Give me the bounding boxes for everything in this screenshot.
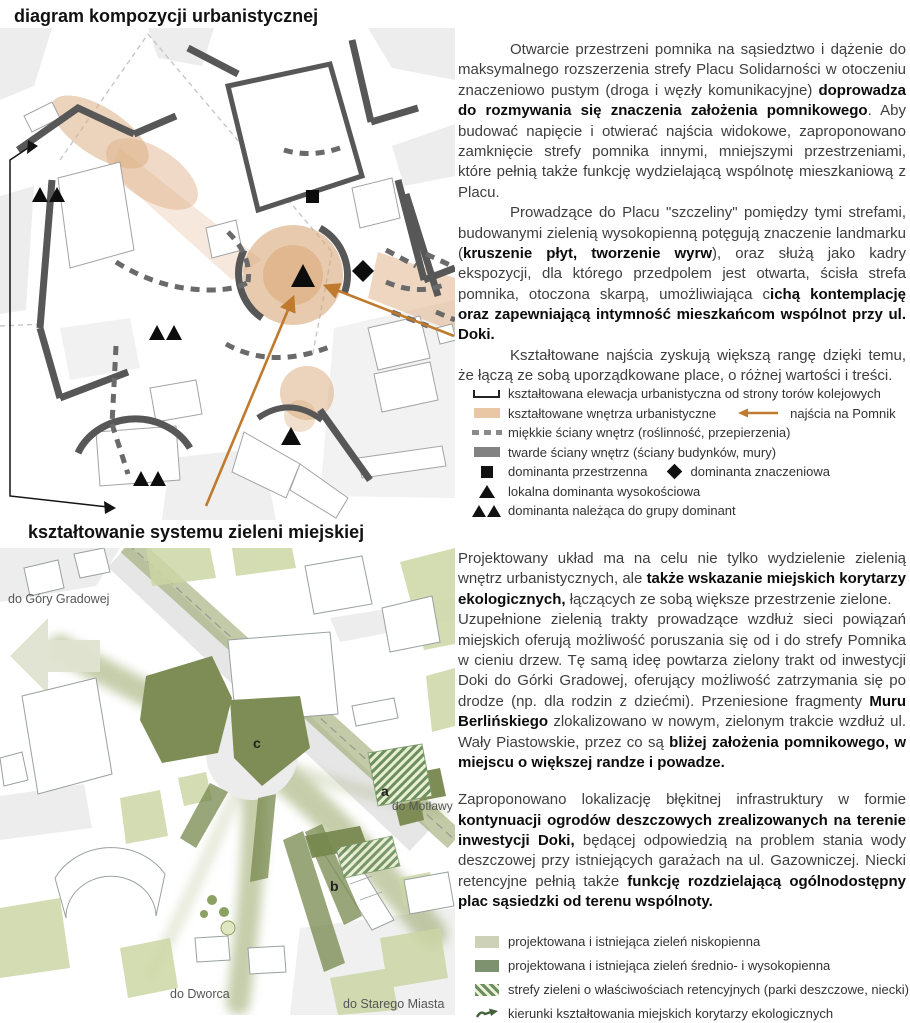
- legend-row: [466, 982, 910, 997]
- meaning-dominant-diamond: [352, 260, 374, 282]
- legend-label: lokalna dominanta wysokościowa: [508, 483, 701, 499]
- paragraph: Projektowany układ ma na celu nie tylko wydzielenie zielenią wnętrz urbanistycznych, ale także wskazanie miejskich korytarzy ekologicznych, łączących ze sobą większe przestrzenie zielone.: [458, 550, 907, 608]
- retention-hatch-chip: [466, 984, 508, 996]
- urban-composition-map-svg: [0, 28, 455, 520]
- legend-label: strefy zieleni o właściwościach retencyjnych (parki deszczowe, niecki): [508, 982, 909, 997]
- top-section-heading: diagram kompozycji urbanistycznej: [14, 6, 319, 26]
- zone-letter-a: a: [381, 783, 389, 799]
- hard-walls-chip: [466, 447, 508, 457]
- legend-row: [466, 503, 910, 519]
- high-greenery-chip: [466, 960, 508, 972]
- label-gora-gradowa: do Góry Gradowej: [8, 592, 110, 606]
- spatial-dominant-icon: [466, 466, 508, 478]
- paragraph: Prowadzące do Placu "szczeliny" pomiędzy tymi strefami, budowanymi zielenią wysokopienną potęgują znaczenie landmarku (kruszenie płyt, tworzenie wyrw), oraz służą jako kadry ekspozycji, dla którego przedpolem jest otwarta, ścisła strefa pomnika, otoczona skarpą, umożliwiająca cichą kontemplację oraz zapewniającą intymność mieszkańcom wspólnot przy ul. Doki.: [458, 204, 906, 344]
- monument-entry-arrow-icon: [738, 408, 780, 418]
- central-block: [228, 64, 362, 210]
- legend-label: projektowana i istniejąca zieleń średnio- i wysokopienna: [508, 958, 831, 973]
- zone-letter-b: b: [330, 878, 339, 894]
- legend-label: dominanta przestrzenna: [508, 464, 648, 480]
- legend-label: miękkie ściany wnętrz (roślinność, przepierzenia): [508, 425, 791, 441]
- green-system-map: [0, 548, 455, 1015]
- paragraph: Uzupełnione zielenią trakty prowadzące wzdłuż sieci powiązań miejskich oferują możliwość poruszania się od i do strefy Pomnika w cieniu drzew. Tę samą ideę powtarza zielony trakt od inwestycji Doki do Górki Gradowej, oferujący możliwość zatrzymania się po drodze (np. dla rodzin z dziećmi). Przeniesione fragmenty Muru Berlińskiego zlokalizowano w nowym, zielonym trakcie wzdłuż ul. Wały Piastowskie, przez co są bliżej założenia pomnikowego, w miejscu o większej randze i powadze.: [458, 611, 907, 771]
- legend-row: [466, 406, 910, 422]
- label-dworzec: do Dworca: [170, 987, 230, 1001]
- legend-row: [466, 445, 910, 461]
- paragraph: Kształtowane najścia zyskują większą rangę dzięki temu, że łączą ze sobą uporządkowane place, o różnej wartości i treści.: [458, 346, 906, 385]
- legend-row: [466, 958, 910, 973]
- green-system-map-svg: [0, 548, 455, 1015]
- bottom-text-column: [458, 549, 906, 913]
- label-stare-miasto: do Starego Miasta: [343, 997, 445, 1011]
- shaped-interiors-chip: [466, 408, 508, 418]
- paragraph: Zaproponowano lokalizację błękitnej infrastruktury w formie kontynuacji ogrodów deszczowych zrealizowanych na terenie inwestycji Doki, będącej odpowiedzią na problem stania wody deszczowej przy istniejących garażach na ul. Gazowniczej. Niecki retencyjne pełnią także funkcję rozdzielającą ogólnodostępny plac sąsiedzki od terenu wspólnoty.: [458, 791, 906, 911]
- legend-row: [466, 934, 910, 949]
- soft-walls-dash-icon: [466, 430, 508, 435]
- meaning-dominant-icon: [669, 466, 680, 477]
- zone-letter-c: c: [253, 735, 261, 751]
- trees: [200, 895, 235, 935]
- corridor-direction-arrow-icon: [466, 1007, 508, 1020]
- urban-composition-map: [0, 28, 455, 520]
- legend-label: dominanta należąca do grupy dominant: [508, 503, 736, 519]
- legend-label: dominanta znaczeniowa: [690, 464, 830, 480]
- legend-label: najścia na Pomnik: [790, 405, 896, 421]
- legend-row: [466, 425, 910, 441]
- legend-row: [466, 1006, 910, 1021]
- spatial-dominant-square: [306, 190, 319, 203]
- legend-label: twarde ściany wnętrz (ściany budynków, mury): [508, 444, 777, 460]
- low-greenery-chip: [466, 936, 508, 948]
- legend-label: kształtowane wnętrza urbanistyczne: [508, 405, 717, 421]
- legend-label: projektowana i istniejąca zieleń niskopienna: [508, 934, 761, 949]
- legend-row: [466, 484, 910, 500]
- bottom-section-heading: kształtowanie systemu zieleni miejskiej: [28, 522, 365, 542]
- paragraph: Otwarcie przestrzeni pomnika na sąsiedztwo i dążenie do maksymalnego rozszerzenia strefy Placu Solidarności w otoczeniu znaczeniowo pustym (droga i węzły komunikacyjne) doprowadza do rozmywania się znaczenia założenia pomnikowego. Aby budować napięcie i otwierać najścia widokowe, zaproponowano zamknięcie strefy pomnika innymi, mniejszymi przestrzeniami, które pełnią także funkcję wydzielającą wspólnotę mieszkaniową z Placu.: [458, 41, 906, 201]
- legend-label: kierunki kształtowania miejskich korytarzy ekologicznych: [508, 1006, 834, 1021]
- composition-legend: [466, 386, 910, 523]
- label-motlawa: do Motławy: [392, 799, 453, 813]
- dominant-group-icon: [466, 505, 508, 517]
- elevation-bracket-icon: [466, 389, 508, 399]
- legend-row: [466, 464, 910, 480]
- legend-label: kształtowana elewacja urbanistyczna od strony torów kolejowych: [508, 386, 881, 402]
- legend-row: [466, 386, 910, 402]
- top-text-column: [458, 40, 906, 387]
- greenery-legend: [466, 934, 910, 1023]
- local-dominant-icon: [466, 485, 508, 498]
